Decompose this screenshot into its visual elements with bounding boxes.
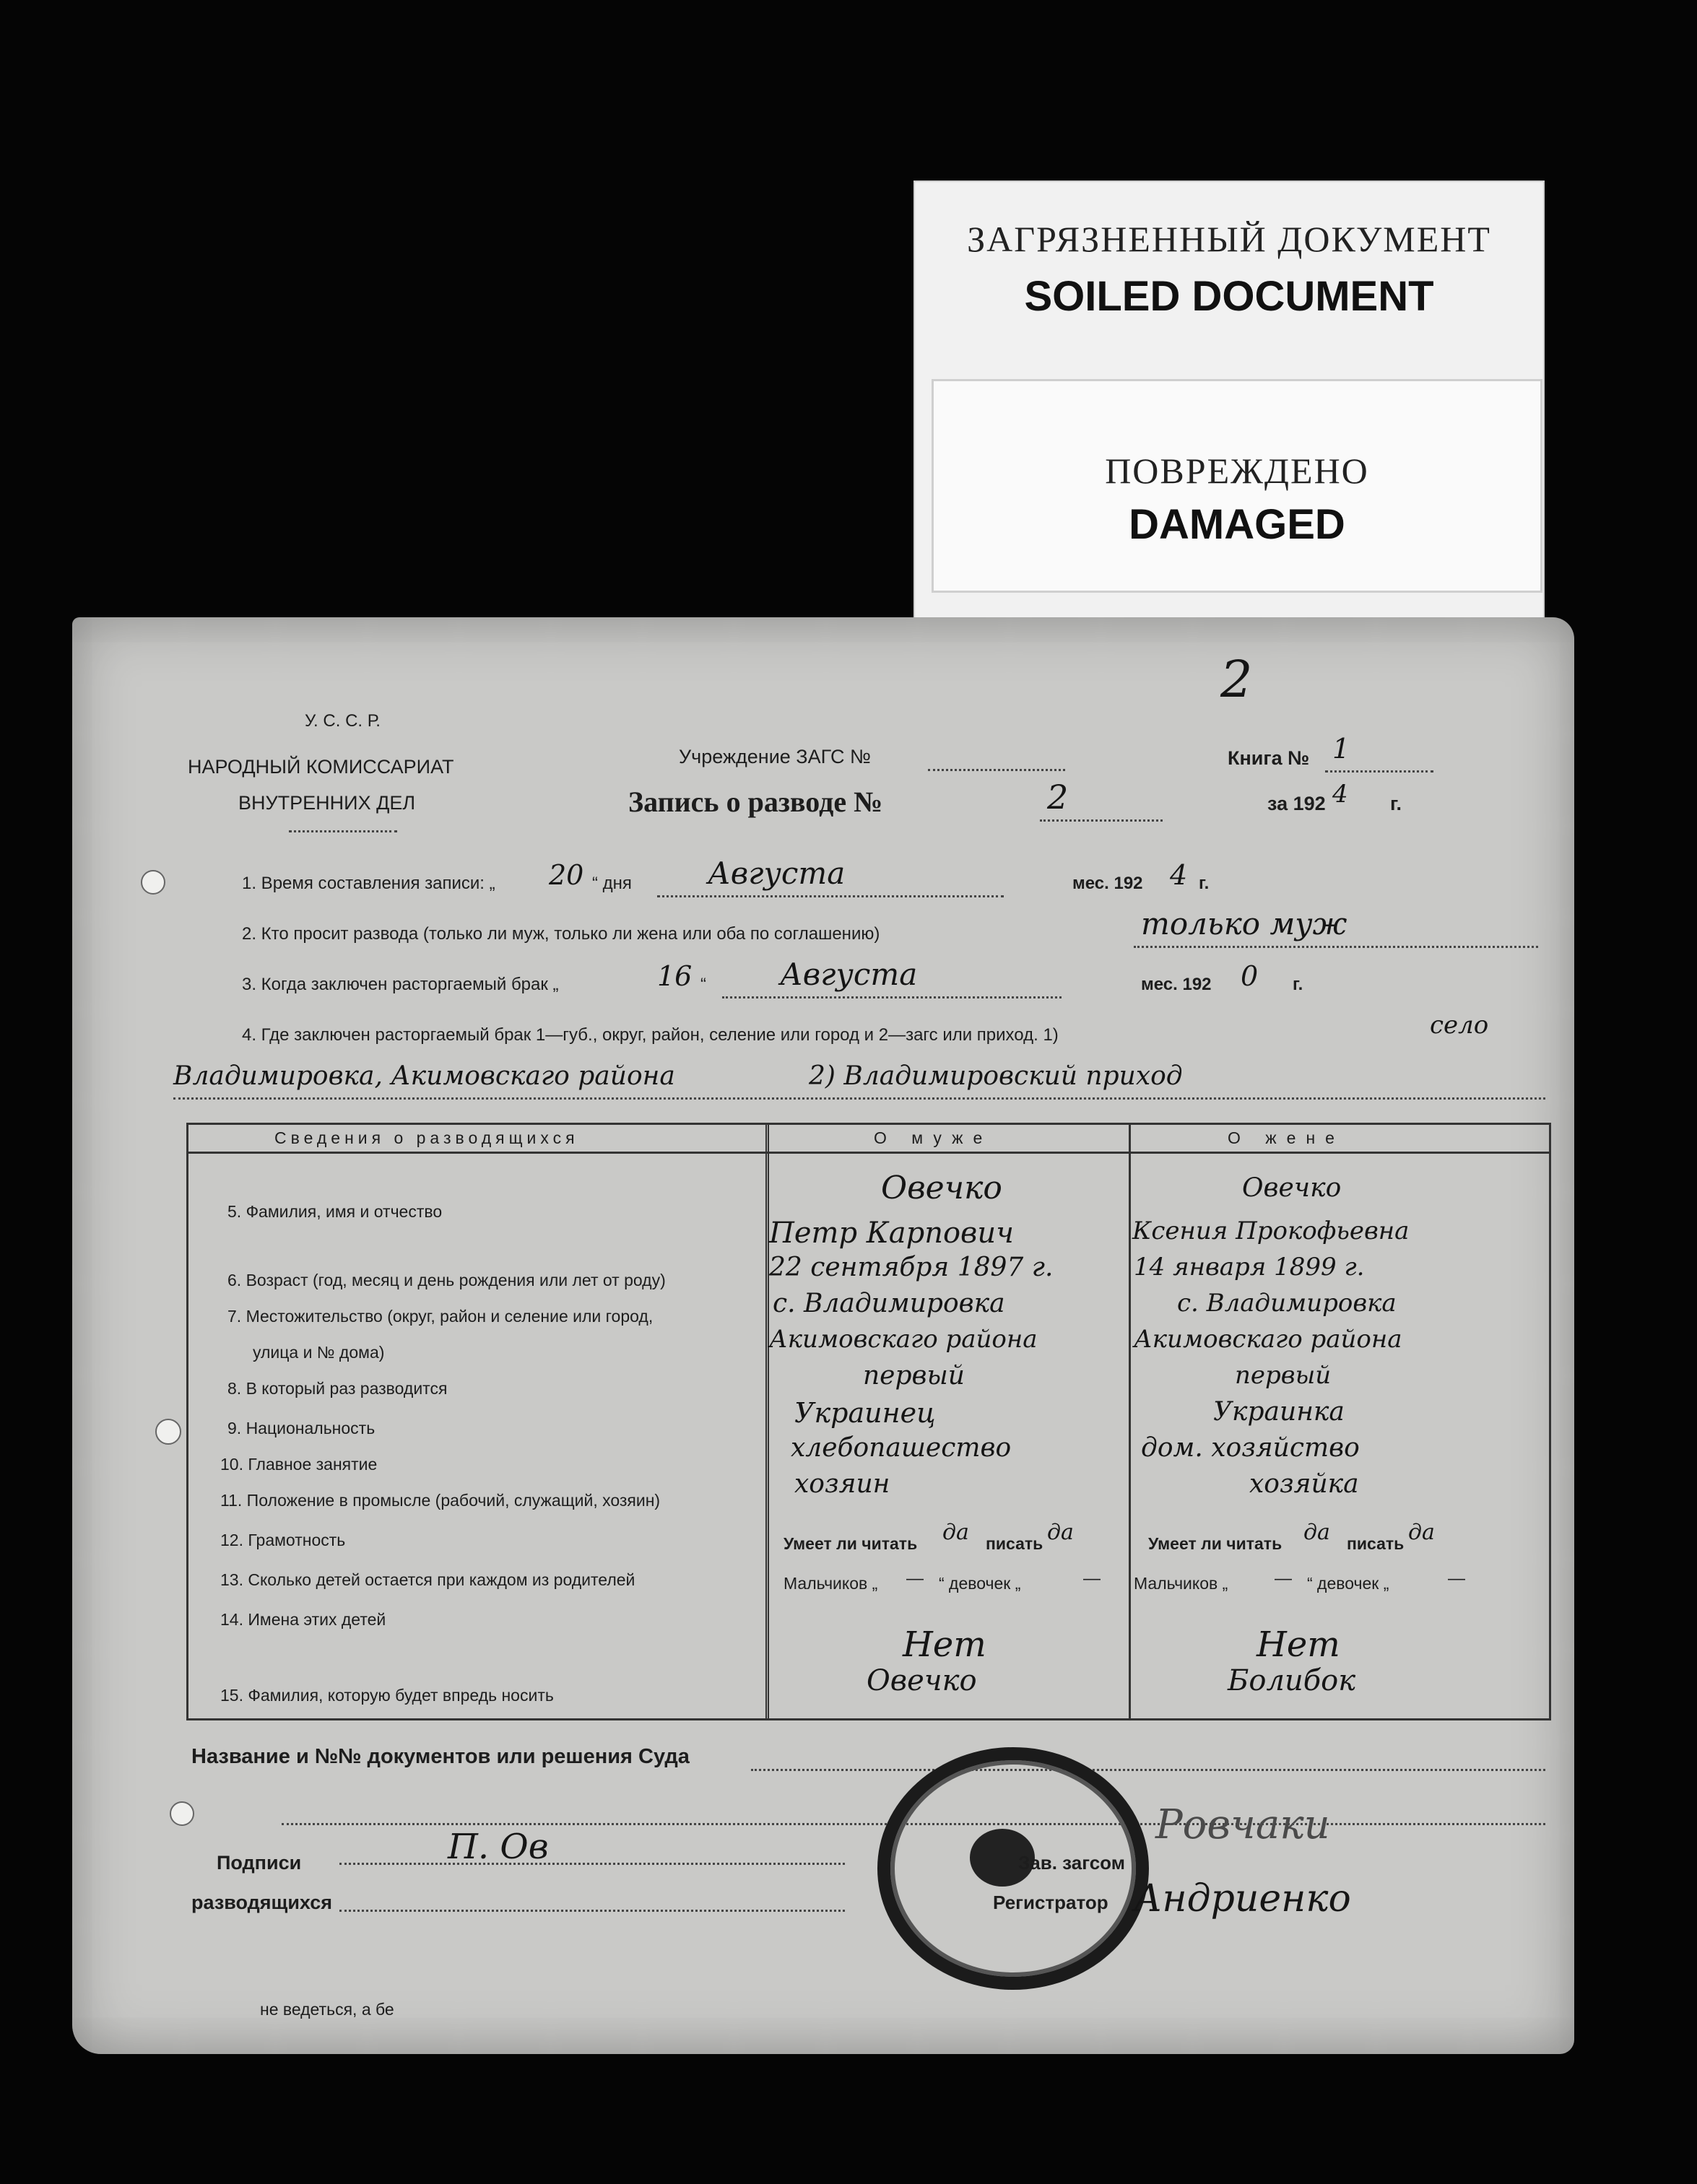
item-4-value-3: 2) Владимировский приход: [809, 1061, 1183, 1091]
husband-boys-label: Мальчиков „: [784, 1574, 878, 1593]
item-1-day: 20: [549, 859, 584, 891]
item-1-mes: мес. 192: [1072, 874, 1143, 893]
punch-hole: [170, 1801, 194, 1826]
col-header-info: Сведения о разводящихся: [274, 1128, 579, 1147]
item-2-line: [1134, 946, 1538, 948]
zags-label: Учреждение ЗАГС №: [679, 746, 871, 767]
husband-boys: —: [906, 1569, 924, 1588]
row-label-13: 13. Сколько детей остается при каждом из родителей: [220, 1570, 635, 1589]
wife-nationality: Украинка: [1213, 1397, 1345, 1427]
punch-hole: [155, 1419, 181, 1445]
documents-line: [751, 1769, 1545, 1771]
spouse-signature-line: [339, 1863, 845, 1865]
husband-nationality: Украинец: [794, 1397, 936, 1429]
table-left-border: [186, 1123, 188, 1718]
signatures-label-1: Подписи: [217, 1852, 302, 1874]
wife-girls-label: “ девочек „: [1307, 1574, 1389, 1593]
item-3-label: 3. Когда заключен расторгаемый брак „: [242, 975, 559, 994]
husband-times: первый: [863, 1361, 965, 1391]
registrar-label: Регистратор: [993, 1892, 1108, 1913]
divorce-record-sheet: [72, 617, 1574, 2054]
wife-write-label: писать: [1347, 1534, 1405, 1553]
husband-children: Нет: [903, 1624, 986, 1665]
husband-read-label: Умеет ли читать: [784, 1534, 918, 1553]
husband-read: да: [942, 1520, 969, 1545]
zags-head-signature: Ровчаки: [1155, 1801, 1330, 1848]
damaged-card: [932, 379, 1542, 593]
wife-occupation: дом. хозяйство: [1141, 1433, 1360, 1463]
spouse-signature: П. Ов: [448, 1827, 549, 1867]
item-2-value: только муж: [1141, 906, 1347, 941]
table-col-divider-2: [1129, 1123, 1131, 1718]
wife-residence-2: Акимовскаго района: [1134, 1325, 1402, 1354]
punch-hole: [141, 870, 165, 895]
wife-future-surname: Болибок: [1228, 1664, 1356, 1697]
wife-surname: Овечко: [1242, 1173, 1342, 1203]
registrar-signature: Андриенко: [1134, 1877, 1351, 1920]
book-number-line: [1325, 770, 1433, 773]
book-label: Книга №: [1228, 747, 1310, 769]
item-1-year: 4: [1170, 859, 1188, 891]
row-label-15: 15. Фамилия, которую будет впредь носить: [220, 1686, 554, 1705]
husband-write-label: писать: [986, 1534, 1043, 1553]
item-4-line: [173, 1097, 1545, 1100]
row-label-7b: улица и № дома): [253, 1343, 385, 1362]
spouse-signature-line-2: [339, 1910, 845, 1912]
husband-position: хозяин: [794, 1469, 890, 1499]
item-3-mes: мес. 192: [1141, 975, 1212, 994]
item-2-label: 2. Кто просит развода (только ли муж, только ли жена или оба по соглашению): [242, 924, 880, 944]
signatures-label-2: разводящихся: [191, 1892, 333, 1913]
year-prefix: за 192: [1267, 793, 1326, 814]
husband-name: Петр Карпович: [769, 1217, 1014, 1250]
record-number-line: [1040, 819, 1163, 822]
row-label-11: 11. Положение в промысле (рабочий, служащий, хозяин): [220, 1491, 661, 1510]
wife-name: Ксения Прокофьевна: [1132, 1217, 1410, 1245]
col-header-husband: О муже: [874, 1128, 993, 1147]
item-3-month: Августа: [780, 957, 918, 992]
table-col-divider-1: [765, 1123, 769, 1718]
husband-residence-1: с. Владимировка: [773, 1289, 1005, 1318]
wife-write: да: [1408, 1520, 1435, 1545]
year-digit: 4: [1332, 780, 1348, 809]
corner-number: 2: [1220, 650, 1253, 709]
item-3-year: 0: [1241, 960, 1259, 992]
husband-write: да: [1047, 1520, 1074, 1545]
wife-children: Нет: [1257, 1624, 1340, 1665]
commissariat-line-2: ВНУТРЕННИХ ДЕЛ: [238, 792, 416, 814]
wife-read: да: [1303, 1520, 1330, 1545]
soiled-label-en: SOILED DOCUMENT: [1024, 273, 1434, 320]
row-label-14: 14. Имена этих детей: [220, 1610, 386, 1629]
item-4-label: 4. Где заключен расторгаемый брак 1—губ., округ, район, селение или город и 2—загс или приход. 1): [242, 1025, 1059, 1045]
item-1-mid: “ дня: [592, 874, 632, 893]
record-title: Запись о разводе №: [628, 786, 883, 818]
row-label-12: 12. Грамотность: [220, 1531, 346, 1549]
item-4-value-1: село: [1430, 1011, 1489, 1040]
wife-boys: —: [1275, 1569, 1292, 1588]
husband-residence-2: Акимовскаго района: [769, 1325, 1038, 1354]
item-4-value-2: Владимировка, Акимовскаго района: [173, 1061, 675, 1091]
commissariat-line-1: НАРОДНЫЙ КОМИССАРИАТ: [188, 756, 454, 778]
wife-residence-1: с. Владимировка: [1177, 1289, 1397, 1318]
col-header-wife: О жене: [1228, 1128, 1345, 1147]
item-3-line: [722, 996, 1062, 999]
wife-position: хозяйка: [1249, 1469, 1359, 1499]
row-label-7: 7. Местожительство (округ, район и селение или город,: [227, 1307, 654, 1326]
item-1-end: г.: [1199, 874, 1210, 893]
husband-girls-label: “ девочек „: [939, 1574, 1021, 1593]
documents-label: Название и №№ документов или решения Суда: [191, 1745, 690, 1768]
row-label-6: 6. Возраст (год, месяц и день рождения или лет от роду): [227, 1271, 666, 1289]
row-label-8: 8. В который раз разводится: [227, 1379, 448, 1398]
header-divider: [289, 830, 397, 832]
ussr-label: У. С. С. Р.: [305, 711, 381, 731]
wife-read-label: Умеет ли читать: [1148, 1534, 1282, 1553]
husband-birth: 22 сентября 1897 г.: [769, 1253, 1054, 1282]
item-3-mid: “: [700, 975, 706, 994]
husband-girls: —: [1083, 1569, 1101, 1588]
soiled-label-ru: ЗАГРЯЗНЕННЫЙ ДОКУМЕНТ: [967, 219, 1491, 259]
zags-head-label: Зав. загсом: [1018, 1852, 1125, 1874]
damaged-label-en: DAMAGED: [1129, 501, 1345, 548]
damaged-label-ru: ПОВРЕЖДЕНО: [1105, 451, 1369, 491]
table-bottom-border: [186, 1718, 1551, 1720]
zags-number-line: [928, 769, 1065, 771]
record-number: 2: [1047, 778, 1069, 817]
item-1-label: 1. Время составления записи: „: [242, 874, 495, 893]
item-1-month: Августа: [708, 856, 846, 891]
row-label-5: 5. Фамилия, имя и отчество: [227, 1202, 443, 1221]
husband-future-surname: Овечко: [867, 1664, 977, 1697]
bottom-note: не ведеться, а бе: [260, 2000, 394, 2019]
item-1-line: [657, 895, 1004, 897]
year-suffix: г.: [1390, 793, 1402, 814]
item-3-end: г.: [1293, 975, 1303, 994]
row-label-10: 10. Главное занятие: [220, 1455, 378, 1474]
table-right-border: [1549, 1123, 1551, 1718]
husband-occupation: хлебопашество: [791, 1433, 1012, 1463]
wife-girls: —: [1448, 1569, 1465, 1588]
wife-birth: 14 января 1899 г.: [1134, 1253, 1365, 1282]
table-top-border: [186, 1123, 1551, 1125]
row-label-9: 9. Национальность: [227, 1419, 376, 1437]
husband-surname: Овечко: [881, 1170, 1002, 1206]
wife-boys-label: Мальчиков „: [1134, 1574, 1228, 1593]
book-number: 1: [1332, 733, 1350, 765]
item-3-day: 16: [657, 960, 693, 992]
table-header-border: [186, 1152, 1551, 1154]
wife-times: первый: [1235, 1361, 1332, 1390]
